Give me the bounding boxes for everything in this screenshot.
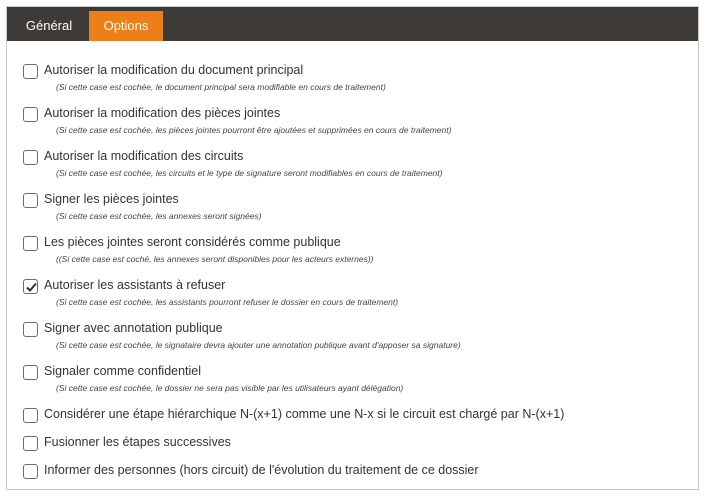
checkbox-confidential[interactable] (23, 365, 38, 380)
dialog-frame (6, 6, 699, 490)
option-label: Les pièces jointes seront considérés comme publique (44, 235, 341, 249)
option-label: Signer les pièces jointes (44, 192, 179, 206)
checkbox-modify-main-document[interactable] (23, 64, 38, 79)
tab-general[interactable]: Général (25, 18, 73, 33)
option-hint: (Si cette case est cochée, le dossier ne sera pas visible par les utilisateurs ayant délégation) (56, 383, 404, 393)
checkbox-public-attachments[interactable] (23, 236, 38, 251)
option-label: Autoriser la modification des pièces jointes (44, 106, 281, 120)
option-label: Autoriser la modification des circuits (44, 149, 244, 163)
checkbox-inform-people[interactable] (23, 464, 38, 479)
checkbox-public-annotation[interactable] (23, 322, 38, 337)
option-label: Signaler comme confidentiel (44, 364, 202, 378)
option-hint: (Si cette case est cochée, les pièces jointes pourront être ajoutées et supprimées en cours de traitement) (56, 125, 452, 135)
checkbox-assistants-refuse[interactable] (23, 279, 38, 294)
option-hint: (Si cette case est cochée, le document principal sera modifiable en cours de traitement) (56, 82, 386, 92)
tab-bar (7, 7, 698, 41)
checkbox-modify-attachments[interactable] (23, 107, 38, 122)
option-label: Autoriser la modification du document principal (44, 63, 304, 77)
option-label: Autoriser les assistants à refuser (44, 278, 226, 292)
option-hint: (Si cette case est cochée, les circuits et le type de signature seront modifiables en cours de traitement) (56, 168, 443, 178)
option-label: Fusionner les étapes successives (44, 435, 231, 449)
tab-options[interactable]: Options (89, 11, 163, 41)
option-label: Informer des personnes (hors circuit) de l'évolution du traitement de ce dossier (44, 463, 479, 477)
option-label: Considérer une étape hiérarchique N-(x+1) comme une N-x si le circuit est chargé par N-(x+1) (44, 407, 565, 421)
option-hint: (Si cette case est cochée, le signataire devra ajouter une annotation publique avant d'apposer sa signature) (56, 340, 461, 350)
option-hint: (Si cette case est cochée, les assistants pourront refuser le dossier en cours de traitement) (56, 297, 399, 307)
option-hint: ((Si cette case est coché, les annexes seront disponibles pour les acteurs externes)) (56, 254, 374, 264)
checkbox-sign-attachments[interactable] (23, 193, 38, 208)
checkbox-modify-circuits[interactable] (23, 150, 38, 165)
option-hint: (Si cette case est cochée, les annexes seront signées) (56, 211, 262, 221)
checkmark-icon (24, 280, 39, 295)
option-label: Signer avec annotation publique (44, 321, 223, 335)
checkbox-hierarchical-step[interactable] (23, 408, 38, 423)
checkbox-merge-steps[interactable] (23, 436, 38, 451)
